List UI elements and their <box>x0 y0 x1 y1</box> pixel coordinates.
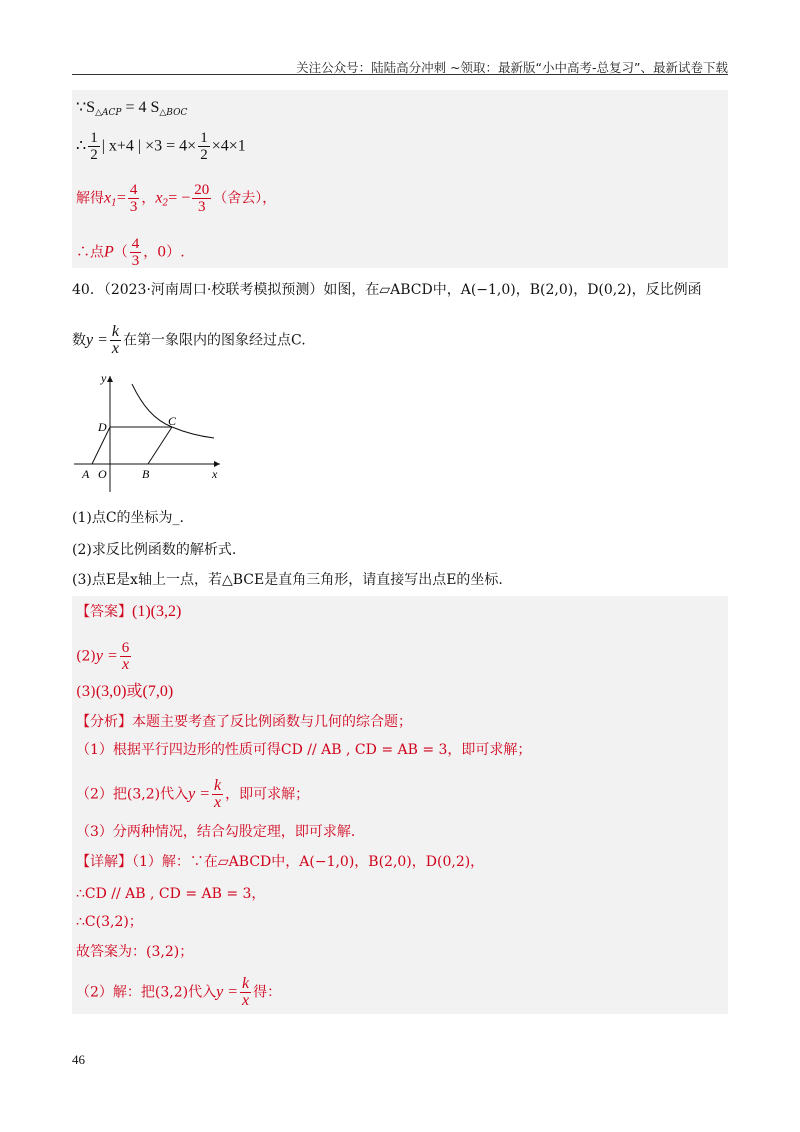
label-b: B <box>142 467 150 481</box>
fraction: $\frac{20}{3}$ <box>194 182 210 215</box>
line-solve-result: 解得$x_1=$ $\frac{4}{3}$ ，$x_2=$ − $\frac{20}{3}$ （舍去）， <box>76 182 277 215</box>
fraction: $\frac{6}{x}$ <box>121 640 130 673</box>
question-1: (1)点C的坐标为_. <box>72 510 184 526</box>
detail-tag: 【详解】 <box>76 854 132 870</box>
page-number: 46 <box>72 1052 85 1067</box>
analysis-step-1: （1）根据平行四边形的性质可得CD // AB , CD = AB = 3，即可求解； <box>76 742 532 758</box>
label-x: x <box>212 467 218 481</box>
analysis-step-2: （2）把(3,2)代入y = $\frac{k}{x}$ ，即可求解； <box>76 777 310 811</box>
fraction: $\frac{4}{3}$ <box>131 236 140 269</box>
label-c: C <box>168 414 177 428</box>
fraction: $\frac{1}{2}$ <box>200 130 208 163</box>
fraction: $\frac{4}{3}$ <box>129 182 138 215</box>
header-divider <box>72 74 728 75</box>
fraction: $\frac{k}{x}$ <box>214 777 222 811</box>
problem-statement-line2: 数y = $\frac{k}{x}$ 在第一象限内的图象经过点C. <box>72 323 306 357</box>
detail-step-2: ∴CD // AB , CD = AB = 3， <box>76 886 266 902</box>
question-2: (2)求反比例函数的解析式. <box>72 542 237 558</box>
analysis-heading: 【分析】本题主要考查了反比例函数与几何的综合题； <box>76 714 412 730</box>
label-o: O <box>98 467 107 481</box>
detail-heading: 【详解】（1）解：∵在▱ABCD中，A(−1,0)，B(2,0)，D(0,2)， <box>76 854 485 870</box>
fraction: $\frac{k}{x}$ <box>111 323 120 357</box>
line-area-equation: ∴ $\frac{1}{2}$ | x+4 | ×3 = 4× $\frac{1}{2}$ ×4×1 <box>76 130 246 163</box>
analysis-tag: 【分析】 <box>76 714 132 730</box>
page-header: 关注公众号：陆陆高分冲刺 ~领取：最新版“小中高考-总复习”、最新试卷下载 <box>296 60 728 75</box>
label-a: A <box>82 467 90 481</box>
line-area-relation: $\because S_{\triangle ACP} = 4$ $S_{\triangle BOC}$ <box>76 99 188 118</box>
answer-2: (2)y = $\frac{6}{x}$ <box>76 640 130 673</box>
label-y: y <box>101 371 107 385</box>
question-3: (3)点E是x轴上一点，若△BCE是直角三角形，请直接写出点E的坐标. <box>72 572 503 588</box>
answer-3: (3)(3,0)或(7,0) <box>76 683 174 700</box>
detail-step-5: （2）解：把(3,2)代入y = $\frac{k}{x}$ 得： <box>76 975 282 1009</box>
line-point-p: ∴点P（ $\frac{4}{3}$ ，0）. <box>76 236 185 269</box>
hyperbola-curve <box>132 384 214 438</box>
detail-step-4: 故答案为：(3,2)； <box>76 944 194 960</box>
detail-step-3: ∴C(3,2)； <box>76 914 143 930</box>
answer-1: 【答案】(1)(3,2) <box>76 603 182 620</box>
analysis-step-3: （3）分两种情况，结合勾股定理，即可求解． <box>76 824 365 840</box>
segment-bc <box>148 427 172 464</box>
answer-tag: 【答案】 <box>76 604 132 620</box>
label-d: D <box>98 420 107 434</box>
problem-statement-line1: 40．（2023·河南周口·校联考模拟预测）如图，在▱ABCD中，A(−1,0)，B(2,0)，D(0,2)，反比例函 <box>72 282 702 298</box>
parallelogram-figure <box>72 370 232 495</box>
fraction: $\frac{1}{2}$ <box>90 130 98 163</box>
fraction: $\frac{k}{x}$ <box>242 975 250 1009</box>
